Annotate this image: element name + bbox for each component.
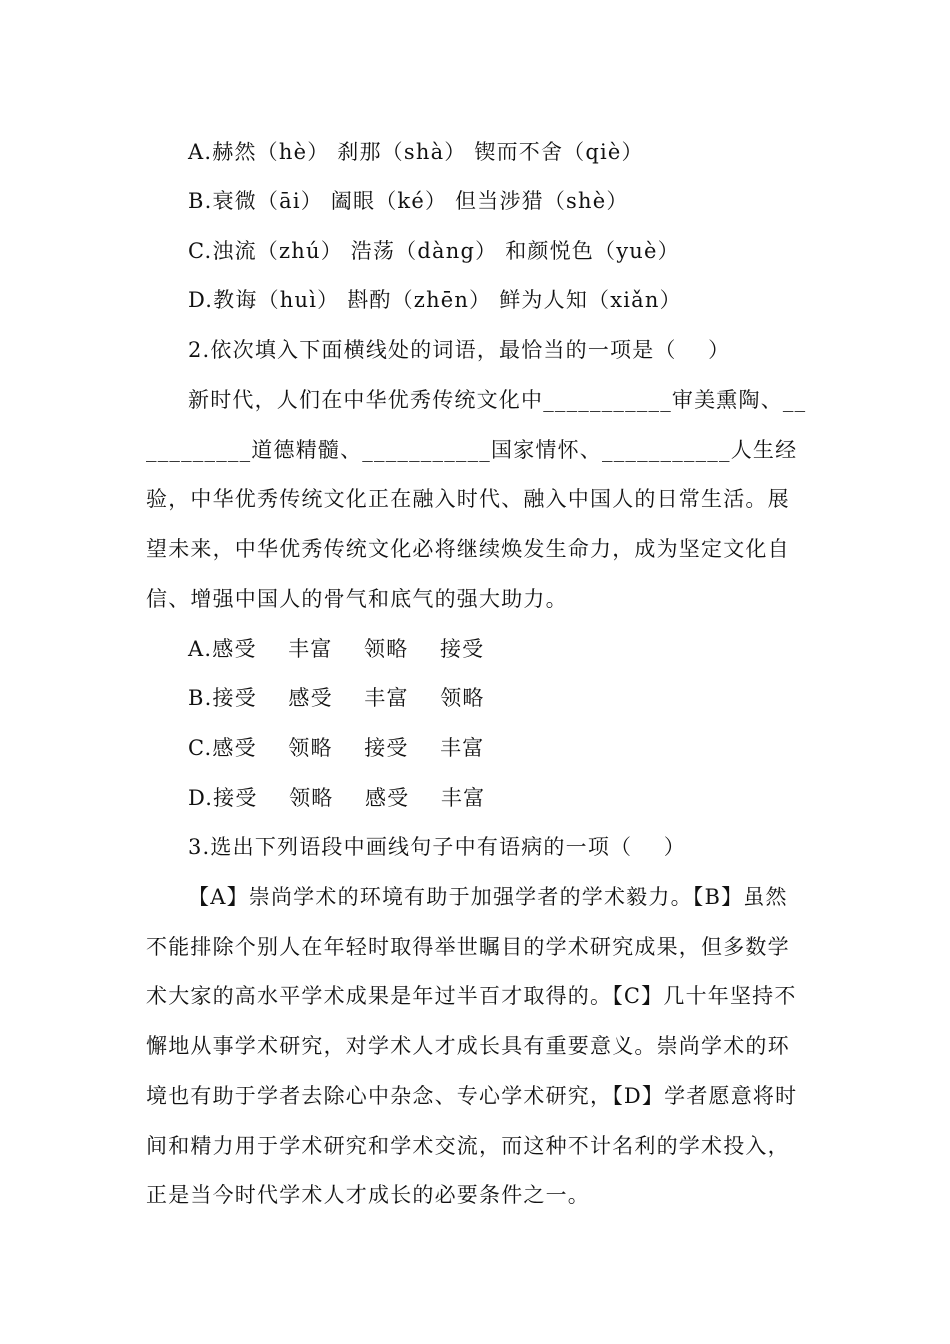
- q2-passage-line: 验，中华优秀传统文化正在融入时代、融入中国人的日常生活。展: [146, 487, 790, 511]
- q1-option-a: A.赫然（hè） 刹那（shà） 锲而不舍（qiè）: [188, 140, 644, 164]
- q2-option-c: C.感受 领略 接受 丰富: [188, 736, 485, 760]
- q2-passage-line: 信、增强中国人的骨气和底气的强大助力。: [146, 587, 568, 611]
- q2-passage-line: 新时代，人们在中华优秀传统文化中___________审美熏陶、__: [188, 388, 807, 412]
- q2-option-b: B.接受 感受 丰富 领略: [188, 686, 485, 710]
- q1-option-d: D.教诲（huì） 斟酌（zhēn） 鲜为人知（xiǎn）: [188, 288, 682, 312]
- q3-passage-line: 懈地从事学术研究，对学术人才成长具有重要意义。崇尚学术的环: [146, 1034, 790, 1058]
- q3-stem: 3.选出下列语段中画线句子中有语病的一项（ ）: [188, 835, 686, 859]
- q2-option-d: D.接受 领略 感受 丰富: [188, 786, 486, 810]
- q3-passage-line: 间和精力用于学术研究和学术交流，而这种不计名利的学术投入，: [146, 1134, 790, 1158]
- q3-passage-line: 术大家的高水平学术成果是年过半百才取得的。【C】几十年坚持不: [146, 984, 797, 1008]
- q2-passage-line: 望未来，中华优秀传统文化必将继续焕发生命力，成为坚定文化自: [146, 537, 790, 561]
- q3-passage-line: 不能排除个别人在年轻时取得举世瞩目的学术研究成果，但多数学: [146, 935, 790, 959]
- q2-option-a: A.感受 丰富 领略 接受: [188, 637, 485, 661]
- q3-passage-line: 【A】崇尚学术的环境有助于加强学者的学术毅力。【B】虽然: [188, 885, 788, 909]
- q3-passage-line: 境也有助于学者去除心中杂念、专心学术研究，【D】学者愿意将时: [146, 1084, 798, 1108]
- q1-option-b: B.衰微（āi） 阖眼（ké） 但当涉猎（shè）: [188, 189, 629, 213]
- q3-passage-line: 正是当今时代学术人才成长的必要条件之一。: [146, 1183, 590, 1207]
- q2-passage-line: _________道德精髓、___________国家情怀、___________人生经: [146, 438, 798, 462]
- q2-stem: 2.依次填入下面横线处的词语，最恰当的一项是（ ）: [188, 338, 731, 362]
- q1-option-c: C.浊流（zhú） 浩荡（dàng） 和颜悦色（yuè）: [188, 239, 680, 263]
